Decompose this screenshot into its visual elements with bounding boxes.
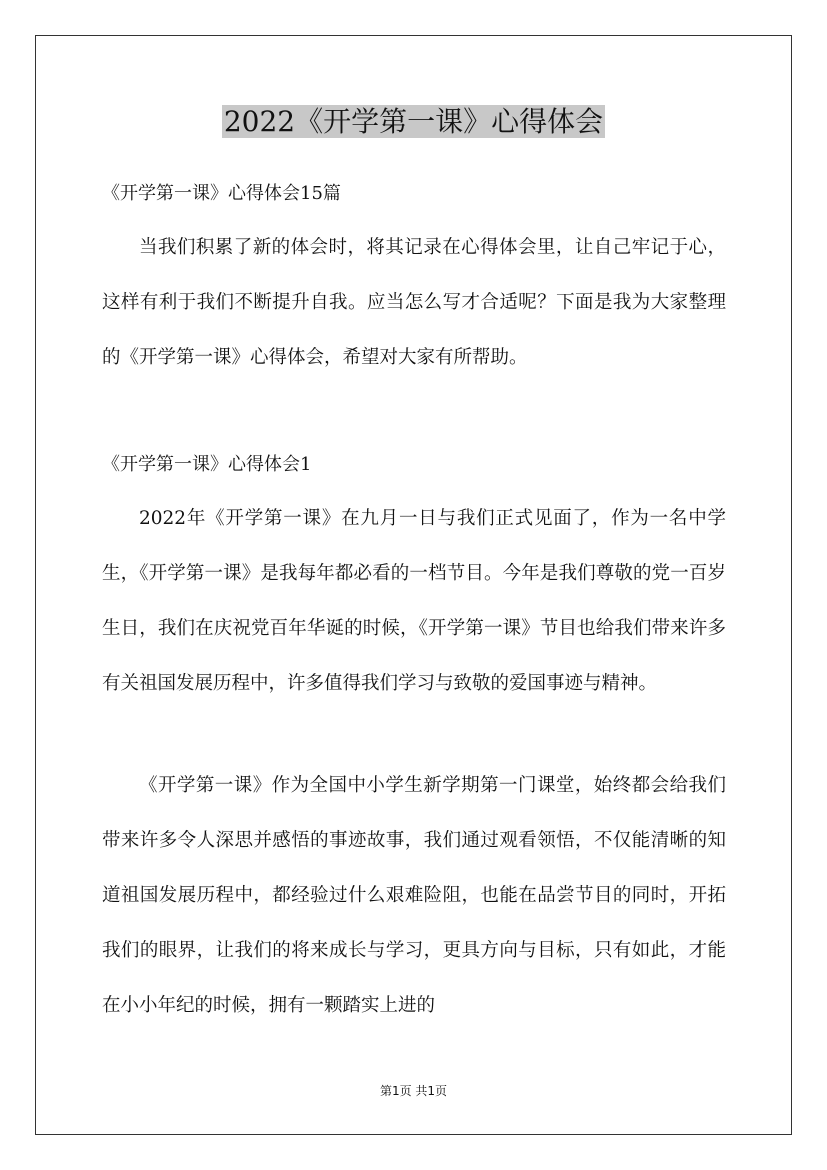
document-subtitle: 《开学第一课》心得体会15篇 [102, 183, 341, 204]
body-paragraph-2: 《开学第一课》作为全国中小学生新学期第一门课堂，始终都会给我们带来许多令人深思并感悟的事迹故事，我们通过观看领悟，不仅能清晰的知道祖国发展历程中，都经验过什么艰难险阻，也能在品尝节目的同时，开拓我们的眼界，让我们的将来成长与学习，更具方向与目标，只有如此，才能在小小年纪的时候，拥有一颗踏实上进的 [102, 775, 726, 1016]
section-heading: 《开学第一课》心得体会1 [102, 454, 312, 475]
document-title [0, 100, 827, 144]
page-number: 第1页 共1页 [379, 1084, 448, 1098]
intro-paragraph: 当我们积累了新的体会时，将其记录在心得体会里，让自己牢记于心，这样有利于我们不断提升自我。应当怎么写才合适呢？下面是我为大家整理的《开学第一课》心得体会，希望对大家有所帮助。 [102, 237, 726, 368]
body-paragraph-1: 2022年《开学第一课》在九月一日与我们正式见面了，作为一名中学生，《开学第一课》是我每年都必看的一档节目。今年是我们尊敬的党一百岁生日，我们在庆祝党百年华诞的时候，《开学第一课》节目也给我们带来许多有关祖国发展历程中，许多值得我们学习与致敬的爱国事迹与精神。 [102, 508, 726, 694]
document-title-text: 2022《开学第一课》心得体会 [223, 105, 604, 138]
